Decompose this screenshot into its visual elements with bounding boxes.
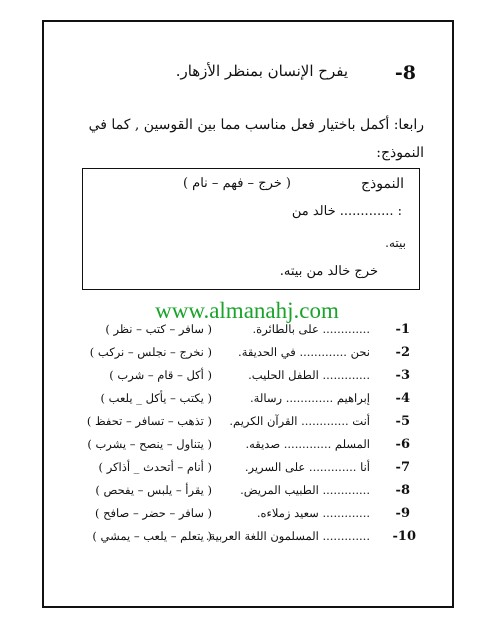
exercise-sentence: أنت ............. القرآن الكريم. xyxy=(229,414,370,428)
model-choices: ( خرج – فهم – نام ) xyxy=(182,176,291,191)
instruction-line-2: النموذج: xyxy=(376,145,424,161)
exercise-choices: ( أنام – أتحدث _ أذاكر ) xyxy=(98,460,212,474)
model-answer: خرج خالد من بيته. xyxy=(279,264,378,279)
exercise-row xyxy=(0,322,494,344)
exercise-sentence: ............. على بالطائرة. xyxy=(252,322,370,336)
exercise-row xyxy=(0,391,494,413)
watermark: www.almanahj.com xyxy=(155,298,339,323)
exercise-number: -3 xyxy=(395,368,410,383)
exercise-number: -2 xyxy=(395,345,410,360)
exercise-sentence: المسلم ............. صديقه. xyxy=(245,437,370,451)
exercise-row xyxy=(0,529,494,551)
exercise-row xyxy=(0,506,494,528)
exercise-choices: ( أكل – قام – شرب ) xyxy=(109,368,212,382)
model-title: النموذج xyxy=(361,176,404,192)
exercise-choices: ( سافر – حضر – صافح ) xyxy=(94,506,212,520)
exercise-choices: ( سافر – كتب – نظر ) xyxy=(105,322,212,336)
model-prompt: : ............. خالد من xyxy=(291,204,402,219)
exercise-row xyxy=(0,414,494,436)
exercise-number: -10 xyxy=(392,529,416,544)
exercise-choices: ( تذهب – تسافر – تحفظ ) xyxy=(86,414,212,428)
instruction-line-1: رابعا: أكمل باختيار فعل مناسب مما بين القوسين , كما في xyxy=(88,117,424,133)
exercise-sentence: أنا ............. على السرير. xyxy=(244,460,370,474)
exercise-row xyxy=(0,460,494,482)
exercise-row xyxy=(0,368,494,390)
exercise-sentence: ............. المسلمون اللغة العربية. xyxy=(205,529,370,543)
exercise-number: -6 xyxy=(395,437,410,452)
exercise-row xyxy=(0,345,494,367)
exercise-choices: ( يتناول – ينصح – يشرب ) xyxy=(87,437,212,451)
exercise-choices: ( يتعلم – يلعب – يمشي ) xyxy=(92,529,212,543)
question-8-number: -8 xyxy=(394,62,416,84)
exercise-number: -7 xyxy=(395,460,410,475)
exercise-row xyxy=(0,437,494,459)
exercise-row xyxy=(0,483,494,505)
exercise-sentence: ............. الطبيب المريض. xyxy=(240,483,370,497)
exercise-number: -9 xyxy=(395,506,410,521)
exercise-choices: ( نخرج – نجلس – نركب ) xyxy=(89,345,212,359)
exercise-number: -5 xyxy=(395,414,410,429)
exercise-choices: ( يكتب – يأكل _ يلعب ) xyxy=(100,391,212,405)
exercise-sentence: نحن ............. في الحديقة. xyxy=(238,345,370,359)
model-prompt-continuation: بيته. xyxy=(385,236,406,250)
exercise-number: -1 xyxy=(395,322,410,337)
exercise-sentence: إبراهيم ............. رسالة. xyxy=(250,391,370,405)
exercise-sentence: ............. الطفل الحليب. xyxy=(248,368,370,382)
exercise-number: -8 xyxy=(395,483,410,498)
exercise-sentence: ............. سعيد زملاءه. xyxy=(256,506,370,520)
exercise-number: -4 xyxy=(395,391,410,406)
exercise-choices: ( يقرأ – يلبس – يفحص ) xyxy=(95,483,212,497)
question-8-text: يفرح الإنسان بمنظر الأزهار. xyxy=(175,62,348,80)
